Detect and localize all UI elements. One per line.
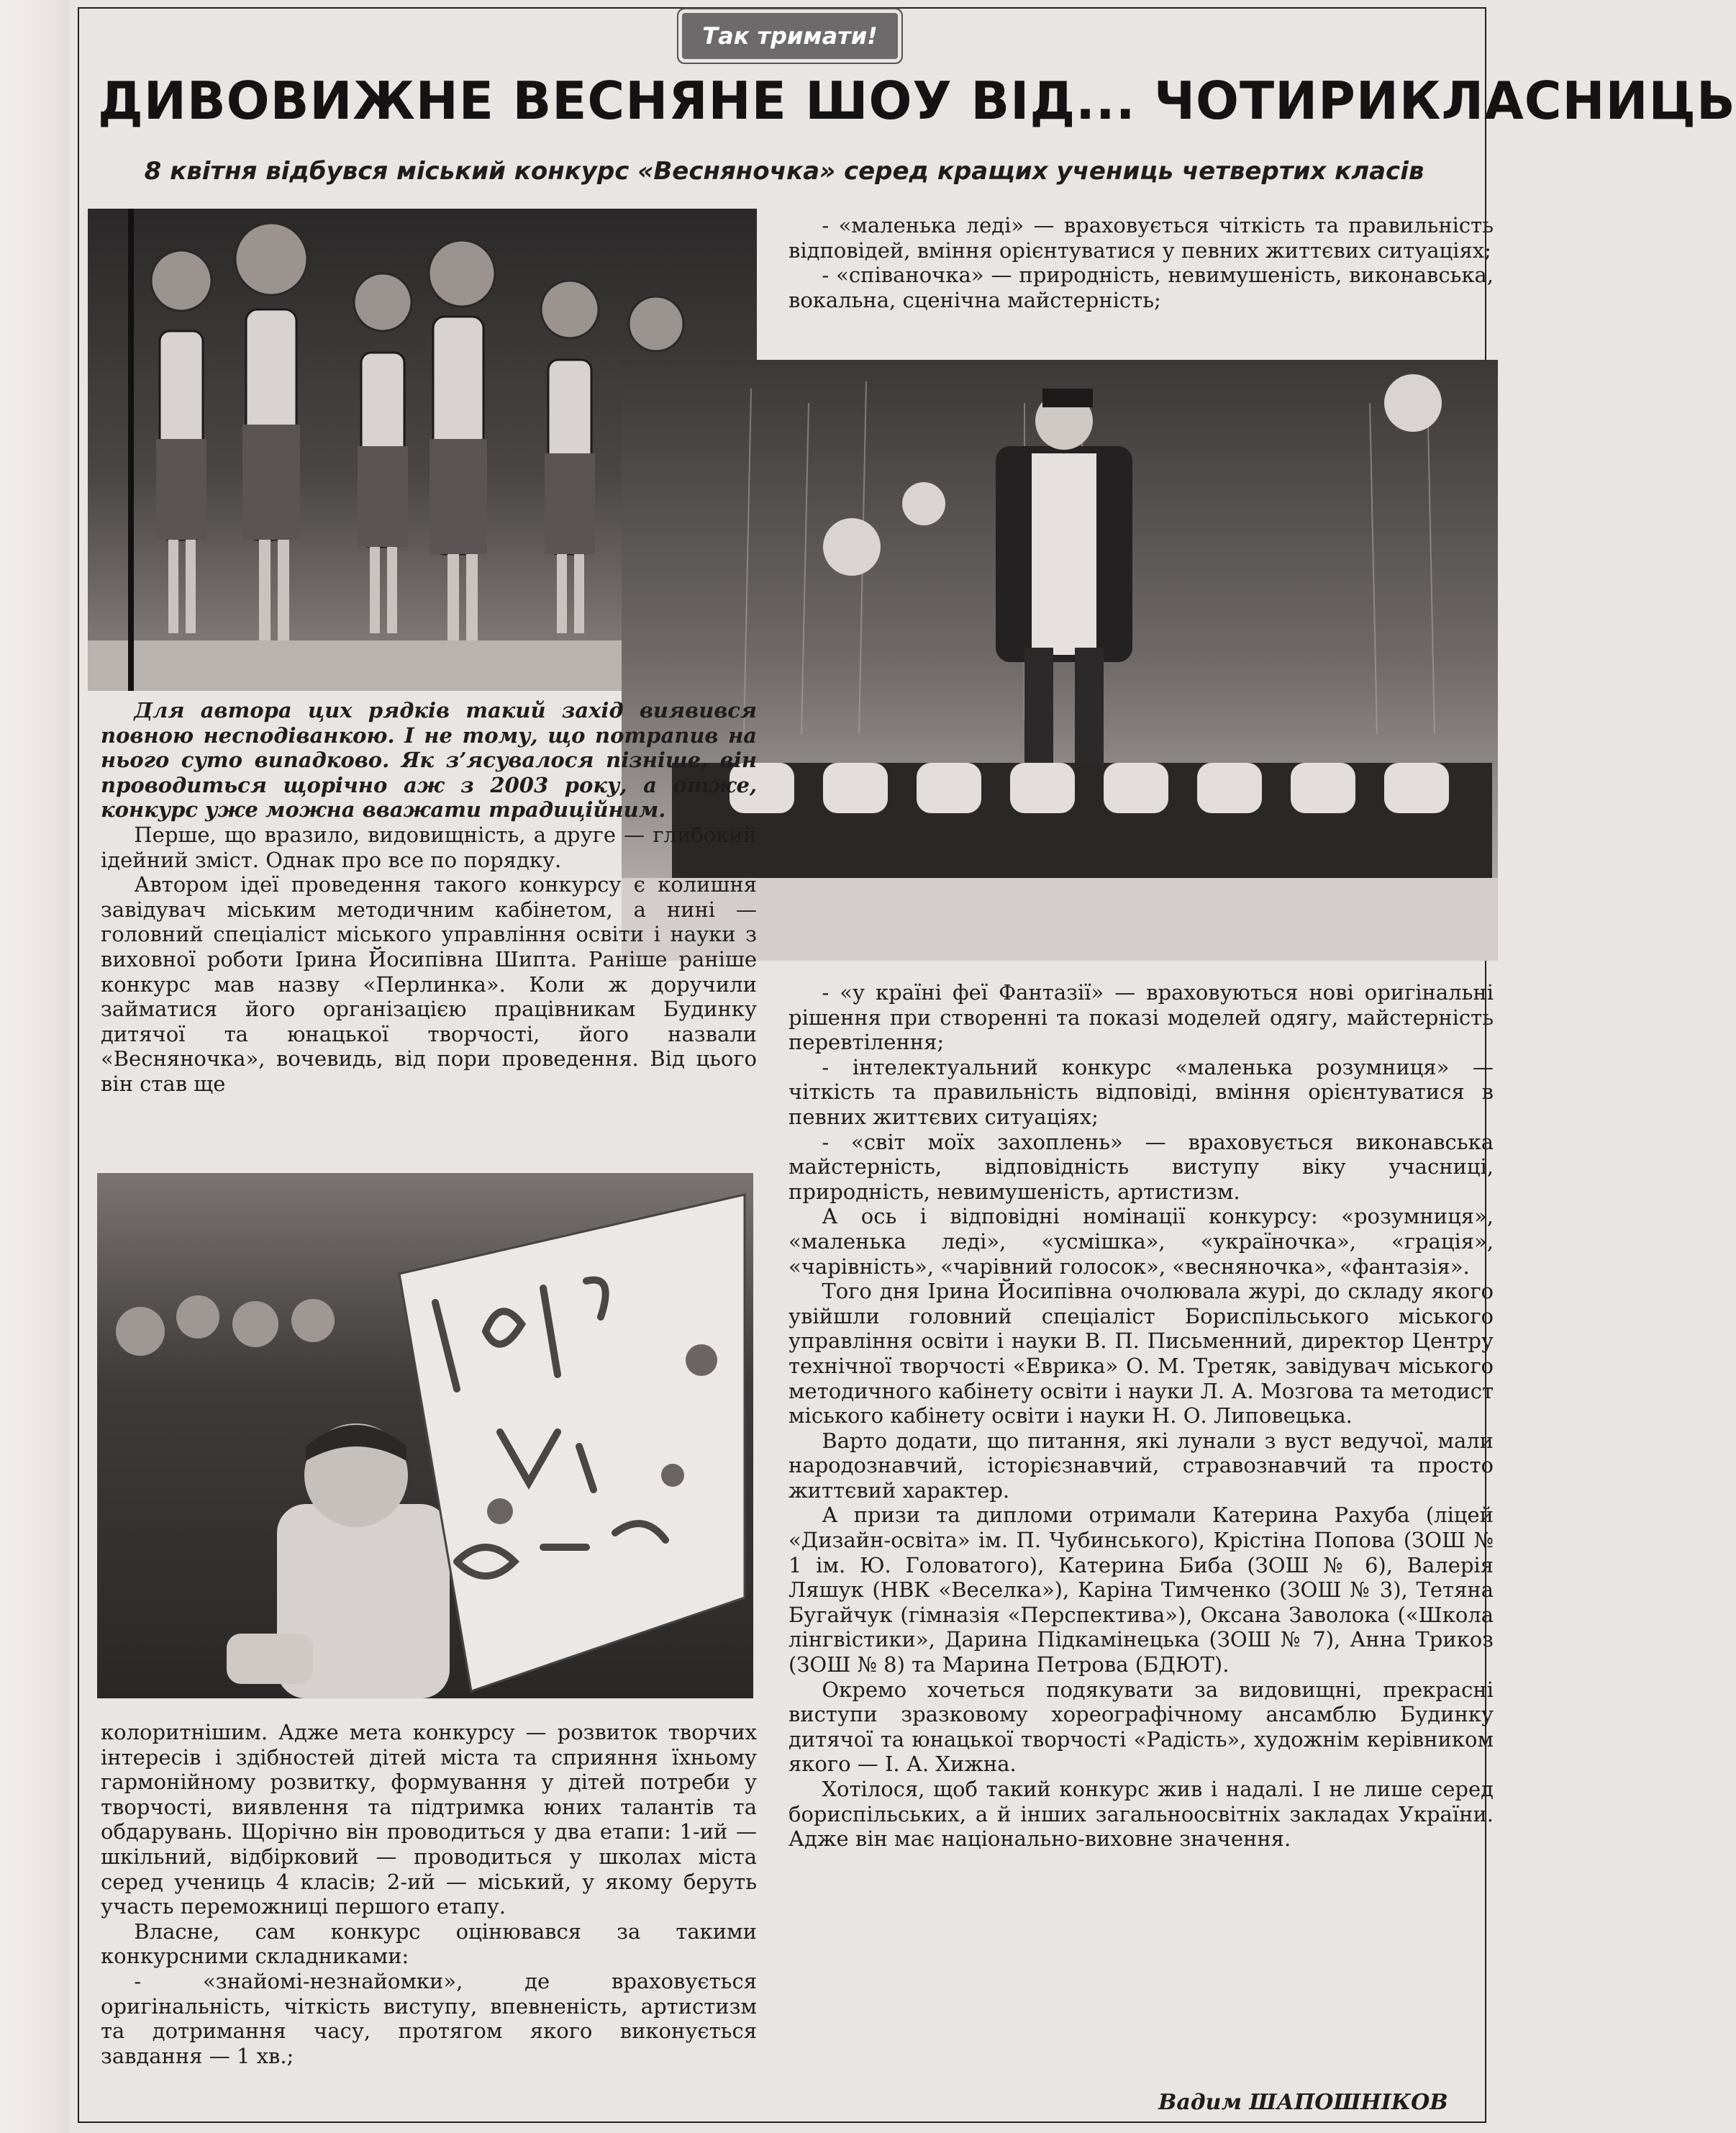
photo-poster-girl: [97, 1173, 753, 1698]
right-column-top: [789, 213, 1494, 312]
right-paragraph: - «співаночка» — природність, невимушеність, виконавська, вокальна, сценічна майстерність;: [789, 263, 1494, 312]
right-paragraph: Того дня Ірина Йосипівна очолювала журі, до складу якого увійшли головний спеціаліст Бориспільського міського управління освіти і науки В. П. Письменний, директор Центру технічної творчості «Еврика» О. М. Третяк, завідувач міського методичного кабінету освіти і науки Л. А. Мозгова та методист міського кабінету освіти і науки Н. О. Липовецька.: [789, 1279, 1494, 1428]
right-paragraph: - «світ моїх захоплень» — враховується виконавська майстерність, відповідність виступу віку учасниці, природність, невимушеність, артистизм.: [789, 1129, 1494, 1204]
left-paragraph: - «знайомі-незнайомки», де враховується оригінальність, чіткість виступу, впевненість, артистизм та дотримання часу, протягом якого виконується завдання — 1 хв.;: [101, 1968, 757, 2068]
author-signature: Вадим ШАПОШНІКОВ: [1158, 2090, 1448, 2115]
right-paragraph: - «маленька леді» — враховується чіткість та правильність відповідей, вміння орієнтуватися у певних життєвих ситуаціях;: [789, 213, 1494, 263]
right-paragraph: Варто додати, що питання, які лунали з вуст ведучої, мали народознавчий, історієзнавчий, стравознавчий та просто життєвий характер.: [789, 1428, 1494, 1503]
right-paragraph: - інтелектуальний конкурс «маленька розумниця» — чіткість та правильність відповіді, вміння орієнтуватися в певних життєвих ситуаціях;: [789, 1054, 1494, 1129]
right-column-main: [789, 980, 1494, 1852]
left-paragraph: Автором ідеї проведення такого конкурсу є колишня завідувач міським методичним кабінетом, а нині — головний спеціаліст міського управління освіти і науки з виховної роботи Ірина Йосипівна Шипта. Раніше раніше конкурс мав назву «Перлинка». Коли ж доручили займатися його організацією працівникам Будинку дитячої та юнацької творчості, його назвали «Весняночка», вочевидь, від пори проведення. Від цього він став ще: [101, 872, 757, 1096]
right-paragraph: А ось і відповідні номінації конкурсу: «розумниця», «маленька леді», «усмішка», «україночка», «грація», «чарівність», «чарівний голосок», «весняночка», «фантазія».: [789, 1204, 1494, 1279]
right-paragraph: Хотілося, щоб такий конкурс жив і надалі. І не лише серед бориспільських, а й інших загальноосвітніх закладах України. Адже він має національно-виховне значення.: [789, 1777, 1494, 1852]
right-paragraph: Окремо хочеться подякувати за видовищні, прекрасні виступи зразковому хореографічному ансамблю Будинку дитячої та юнацької творчості «Радість», художнім керівником якого — І. А. Хижна.: [789, 1677, 1494, 1777]
right-paragraph: - «у країні феї Фантазії» — враховуються нові оригінальні рішення при створенні та показі моделей одягу, майстерність перевтілення;: [789, 980, 1494, 1055]
subtitle: 8 квітня відбувся міський конкурс «Весняночка» серед кращих учениць четвертих класів: [144, 157, 1424, 186]
section-badge: Так тримати!: [682, 13, 898, 59]
page-edge: [0, 0, 69, 2133]
left-paragraph: Власне, сам конкурс оцінювався за такими конкурсними складниками:: [101, 1919, 757, 1969]
left-paragraph-continued: колоритнішим. Адже мета конкурсу — розвиток творчих інтересів і здібностей дітей міста та сприяння їхньому гармонійному розвитку, формування у дітей потреби у творчості, виявлення та підтримка юних талантів та обдарувань. Щорічно він проводиться у два етапи: 1-ий — шкільний, відбірковий — проводиться у школах міста серед учениць 4 класів; 2-ий — міський, у якому беруть участь переможниці першого етапу.: [101, 1720, 757, 1919]
left-column-upper: [101, 698, 757, 1097]
headline: ДИВОВИЖНЕ ВЕСНЯНЕ ШОУ ВІД... ЧОТИРИКЛАСНИЦЬ: [98, 71, 1736, 131]
left-paragraph: Перше, що вразило, видовищність, а друге — глибокий ідейний зміст. Однак про все по порядку.: [101, 822, 757, 872]
left-column-lower: [101, 1720, 757, 2068]
article-lead: Для автора цих рядків такий захід виявився повною несподіванкою. І не тому, що потрапив на нього суто випадково. Як з’ясувалося пізніше, він проводиться щорічно аж з 2003 року, а отже, конкурс уже можна вважати традиційним.: [101, 698, 757, 823]
right-paragraph: А призи та дипломи отримали Катерина Рахуба (ліцей «Дизайн-освіта» ім. П. Чубинського), Крістіна Попова (ЗОШ № 1 ім. Ю. Головатого), Катерина Биба (ЗОШ № 6), Валерія Ляшук (НВК «Веселка»), Каріна Тимченко (ЗОШ № 3), Тетяна Бугайчук (гімназія «Перспектива»), Оксана Заволока («Школа лінгвістики», Дарина Підкамінецька (ЗОШ № 7), Анна Трикоз (ЗОШ № 8) та Марина Петрова (БДЮТ).: [789, 1503, 1494, 1677]
